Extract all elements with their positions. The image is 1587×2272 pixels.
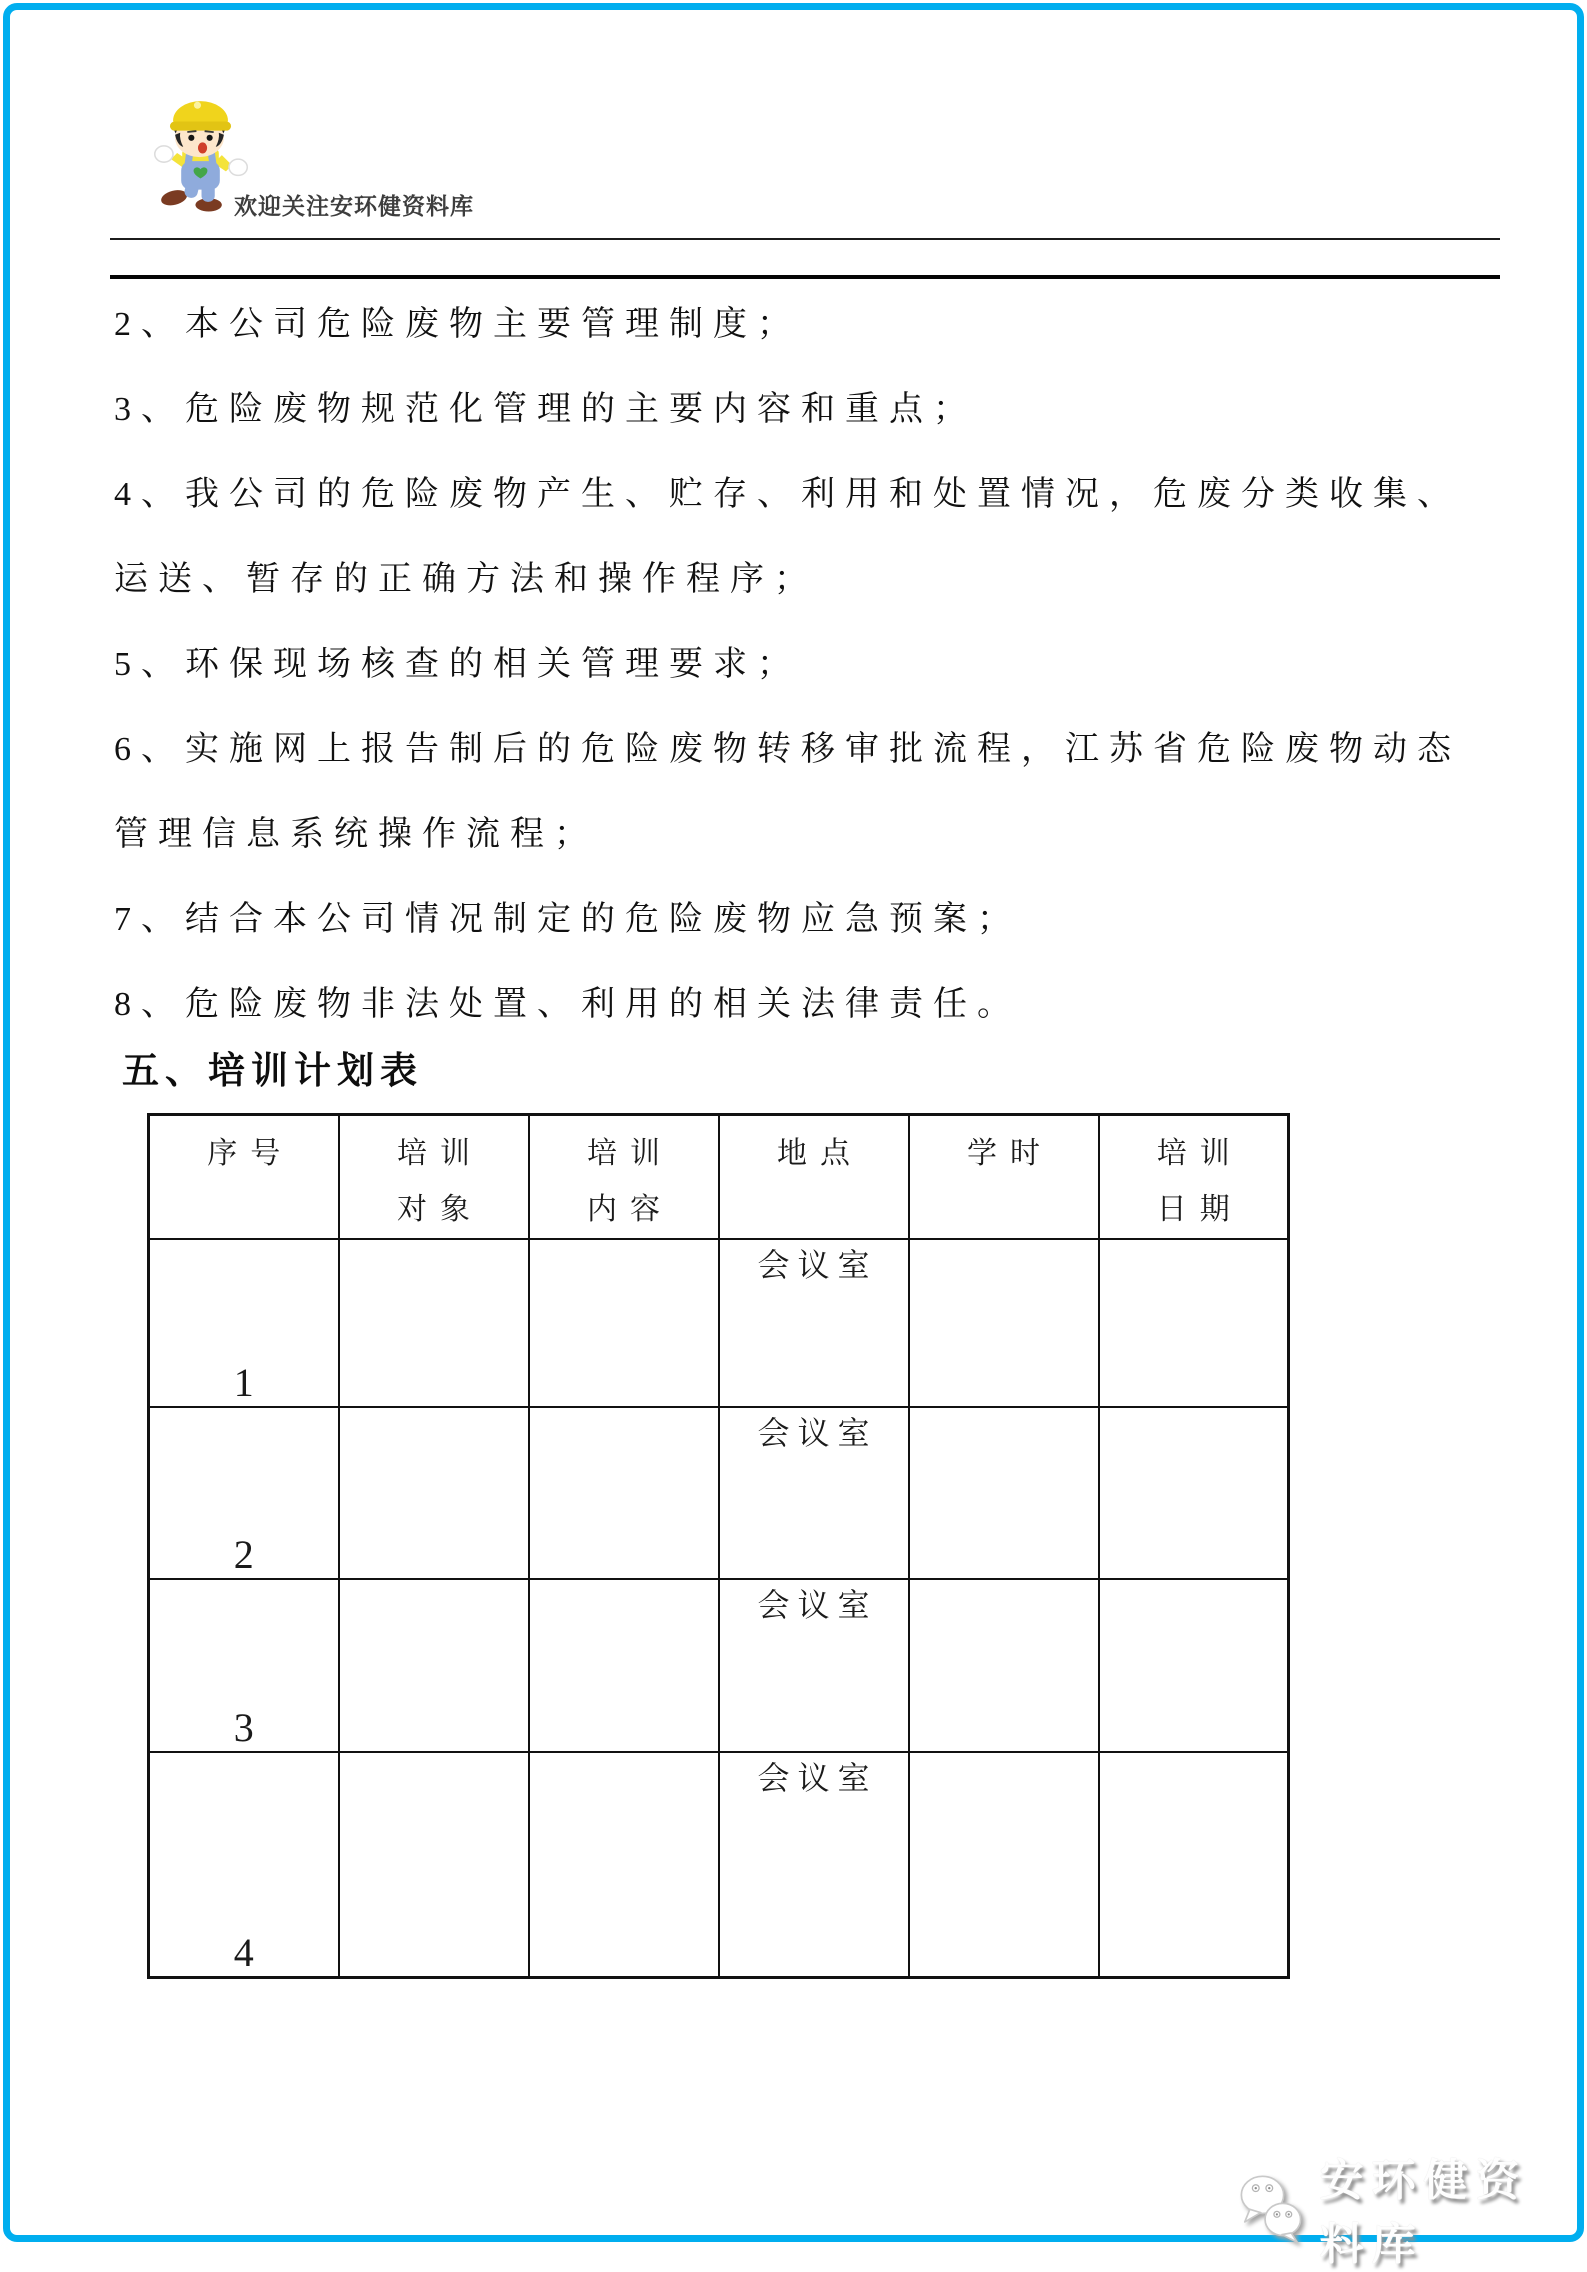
page-frame — [3, 3, 1584, 2269]
cell-date — [1099, 1407, 1289, 1579]
training-plan-table — [147, 1113, 1290, 1979]
cell-seq: 3 — [149, 1579, 339, 1752]
table-row — [149, 1579, 1289, 1752]
list-line: 5、环保现场核查的相关管理要求； — [114, 646, 801, 683]
content-list — [114, 282, 1514, 1047]
cell-seq: 2 — [149, 1407, 339, 1579]
cell-target — [339, 1239, 529, 1407]
cell-hours — [909, 1752, 1099, 1977]
list-line: 3、危险废物规范化管理的主要内容和重点； — [114, 391, 977, 428]
welcome-text: 欢迎关注安环健资料库 — [234, 193, 474, 219]
cell-location: 会议室 — [719, 1407, 909, 1579]
cell-date — [1099, 1752, 1289, 1977]
table-header-row — [149, 1115, 1289, 1240]
cell-target — [339, 1407, 529, 1579]
divider-thick — [110, 275, 1500, 279]
list-line-continuation: 运送、暂存的正确方法和操作程序； — [114, 561, 818, 598]
cell-hours — [909, 1239, 1099, 1407]
divider-thin — [110, 238, 1500, 240]
list-line-continuation: 管理信息系统操作流程； — [114, 816, 598, 853]
cell-hours — [909, 1579, 1099, 1752]
cell-location: 会议室 — [719, 1752, 909, 1977]
header-cell-seq: 序号 — [149, 1115, 339, 1240]
cell-seq: 4 — [149, 1752, 339, 1977]
cell-date — [1099, 1239, 1289, 1407]
wechat-logo-icon — [1238, 2165, 1306, 2251]
cell-location: 会议室 — [719, 1579, 909, 1752]
table-row — [149, 1407, 1289, 1579]
header-cell-hours: 学时 — [909, 1115, 1099, 1240]
header-cell-content: 培训 内容 — [529, 1115, 719, 1240]
brand-text: 安环健资料库 — [1319, 2156, 1528, 2269]
cell-target — [339, 1752, 529, 1977]
section-heading: 五、培训计划表 — [122, 1050, 423, 1091]
table-row — [149, 1239, 1289, 1407]
cell-content — [529, 1752, 719, 1977]
cell-hours — [909, 1407, 1099, 1579]
header-cell-target: 培训 对象 — [339, 1115, 529, 1240]
cell-target — [339, 1579, 529, 1752]
list-line: 2、本公司危险废物主要管理制度； — [114, 306, 801, 343]
footer-watermark — [1238, 2144, 1577, 2272]
cell-content — [529, 1239, 719, 1407]
cell-location: 会议室 — [719, 1239, 909, 1407]
list-line: 8、危险废物非法处置、利用的相关法律责任。 — [114, 986, 1021, 1023]
list-line: 6、实施网上报告制后的危险废物转移审批流程，江苏省危险废物动态 — [114, 731, 1461, 768]
header-cell-location: 地点 — [719, 1115, 909, 1240]
cell-seq: 1 — [149, 1239, 339, 1407]
table-row — [149, 1752, 1289, 1977]
cell-date — [1099, 1579, 1289, 1752]
list-line: 4、我公司的危险废物产生、贮存、利用和处置情况，危废分类收集、 — [114, 476, 1461, 513]
cell-content — [529, 1407, 719, 1579]
cell-content — [529, 1579, 719, 1752]
header-cell-date: 培训 日期 — [1099, 1115, 1289, 1240]
list-line: 7、结合本公司情况制定的危险废物应急预案； — [114, 901, 1021, 938]
